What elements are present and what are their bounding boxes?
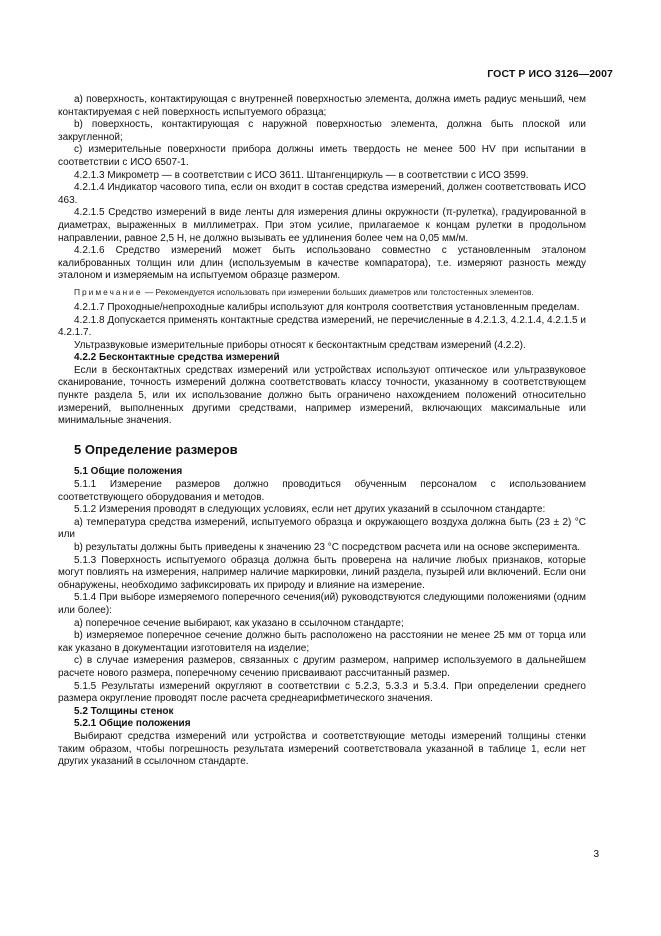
paragraph-4-2-1-8: 4.2.1.8 Допускается применять контактные средства измерений, не перечисленные в 4.2.1.3, 4.2.1.4, 4.2.1.5 и 4.2.1.7. (58, 314, 586, 339)
paragraph-5-1-5: 5.1.5 Результаты измерений округляют в соответствии с 5.2.3, 5.3.3 и 5.3.4. При определении среднего размера округление проводят после расчета среднеарифметического значения. (58, 680, 586, 705)
page-number: 3 (593, 849, 599, 860)
paragraph-c: c) измерительные поверхности прибора должны иметь твердость не менее 500 HV при испытании в соответствии с ИСО 6507-1. (58, 144, 586, 168)
paragraph-4-2-2: Если в бесконтактных средствах измерений или устройствах используют оптическое или ультразвуковое сканирование, точность измерений должна соответствовать классу точности, указанному в соответствующем пункте раздела 5, или их использование должно быть ограничено нахождением положений относительно измерений, выполненных другими средствами, например измерений, включающих максимальные или минимальные значения. (58, 364, 586, 427)
paragraph-5-1-2-a: a) температура средства измерений, испытуемого образца и окружающего воздуха должна быть (23 ± 2) °С или (58, 516, 586, 541)
paragraph-a: a) поверхность, контактирующая с внутренней поверхностью элемента, должна иметь радиус меньший, чем контактируемая с ней поверхность испытуемого образца; (58, 94, 586, 118)
section-5-heading: 5 Определение размеров (74, 441, 238, 457)
paragraph-5-1-2: 5.1.2 Измерения проводят в следующих условиях, если нет других указаний в ссылочном стандарте: (74, 504, 546, 516)
document-body (58, 94, 586, 769)
note-label: Примечание (74, 286, 143, 297)
paragraph-5-2-1: Выбирают средства измерений или устройства и соответствующие методы измерений толщины стенки таким образом, чтобы погрешность результата измерений соответствовала указанной в таблице 1, если нет других указаний в ссылочном стандарте. (58, 730, 586, 768)
paragraph-5-1-2-b: b) результаты должны быть приведены к значению 23 °С посредством расчета или на основе эксперимента. (74, 542, 581, 553)
paragraph-5-1-4-a: a) поперечное сечение выбирают, как указано в ссылочном стандарте; (74, 617, 404, 629)
paragraph-5-1-4-b: b) измеряемое поперечное сечение должно быть расположено на расстоянии не менее 25 мм от торца или как указано в документации изготовителя на изделие; (58, 630, 586, 654)
note-text: — Рекомендуется использовать при измерении больших диаметров или толстостенных элементов. (144, 286, 534, 297)
document-header: ГОСТ Р ИСО 3126—2007 (487, 68, 613, 80)
heading-5-2-1: 5.2.1 Общие положения (74, 718, 191, 730)
paragraph-ultrasonic: Ультразвуковые измерительные приборы относят к бесконтактным средствам измерений (4.2.2). (74, 339, 526, 351)
heading-5-2: 5.2 Толщины стенок (74, 705, 174, 717)
paragraph-4-2-1-5: 4.2.1.5 Средство измерений в виде ленты для измерения длины окружности (π-рулетка), градуированной в диаметрах, выраженных в миллиметрах. При этом усилие, прилагаемое к концам рулетки в продольном направлении, равное 2,5 Н, не должно вызывать ее удлинения более чем на 0,05 мм/м. (58, 207, 586, 244)
heading-5-1: 5.1 Общие положения (74, 466, 183, 478)
paragraph-4-2-1-4: 4.2.1.4 Индикатор часового типа, если он входит в состав средства измерений, должен соответствовать ИСО 463. (58, 182, 586, 206)
paragraph-5-1-4: 5.1.4 При выборе измеряемого поперечного сечения(ий) руководствуются следующими положениями (одним или более): (58, 592, 586, 616)
paragraph-4-2-1-3: 4.2.1.3 Микрометр — в соответствии с ИСО 3611. Штангенциркуль — в соответствии с ИСО 3599. (74, 169, 529, 181)
note (58, 287, 586, 298)
paragraph-5-1-1: 5.1.1 Измерение размеров должно проводиться обученным персоналом с использованием соответствующего оборудования и методов. (58, 479, 586, 503)
paragraph-b: b) поверхность, контактирующая с наружной поверхностью элемента, должна быть плоской или закругленной; (58, 119, 586, 143)
paragraph-4-2-1-7: 4.2.1.7 Проходные/непроходные калибры используют для контроля соответствия установленным пределам. (74, 301, 580, 313)
paragraph-4-2-1-6: 4.2.1.6 Средство измерений может быть использовано совместно с установленным эталоном калиброванных толщин или длин (используемым в качестве компаратора), т.е. измеряют разность между эталоном и измеряемым на испытуемом образце размером. (58, 245, 586, 282)
paragraph-5-1-3: 5.1.3 Поверхность испытуемого образца должна быть проверена на наличие любых признаков, которые могут повлиять на измерения, например наличие маркировки, линий раздела, пузырей или включений. Если они обнаружены, необходимо зафиксировать их природу и влияние на измерение. (58, 554, 586, 591)
paragraph-5-1-4-c: c) в случае измерения размеров, связанных с другим размером, например используемого в дальнейшем расчете нового размера, поперечному сечению присваивают рассчитанный размер. (58, 655, 586, 679)
heading-4-2-2: 4.2.2 Бесконтактные средства измерений (74, 352, 280, 364)
